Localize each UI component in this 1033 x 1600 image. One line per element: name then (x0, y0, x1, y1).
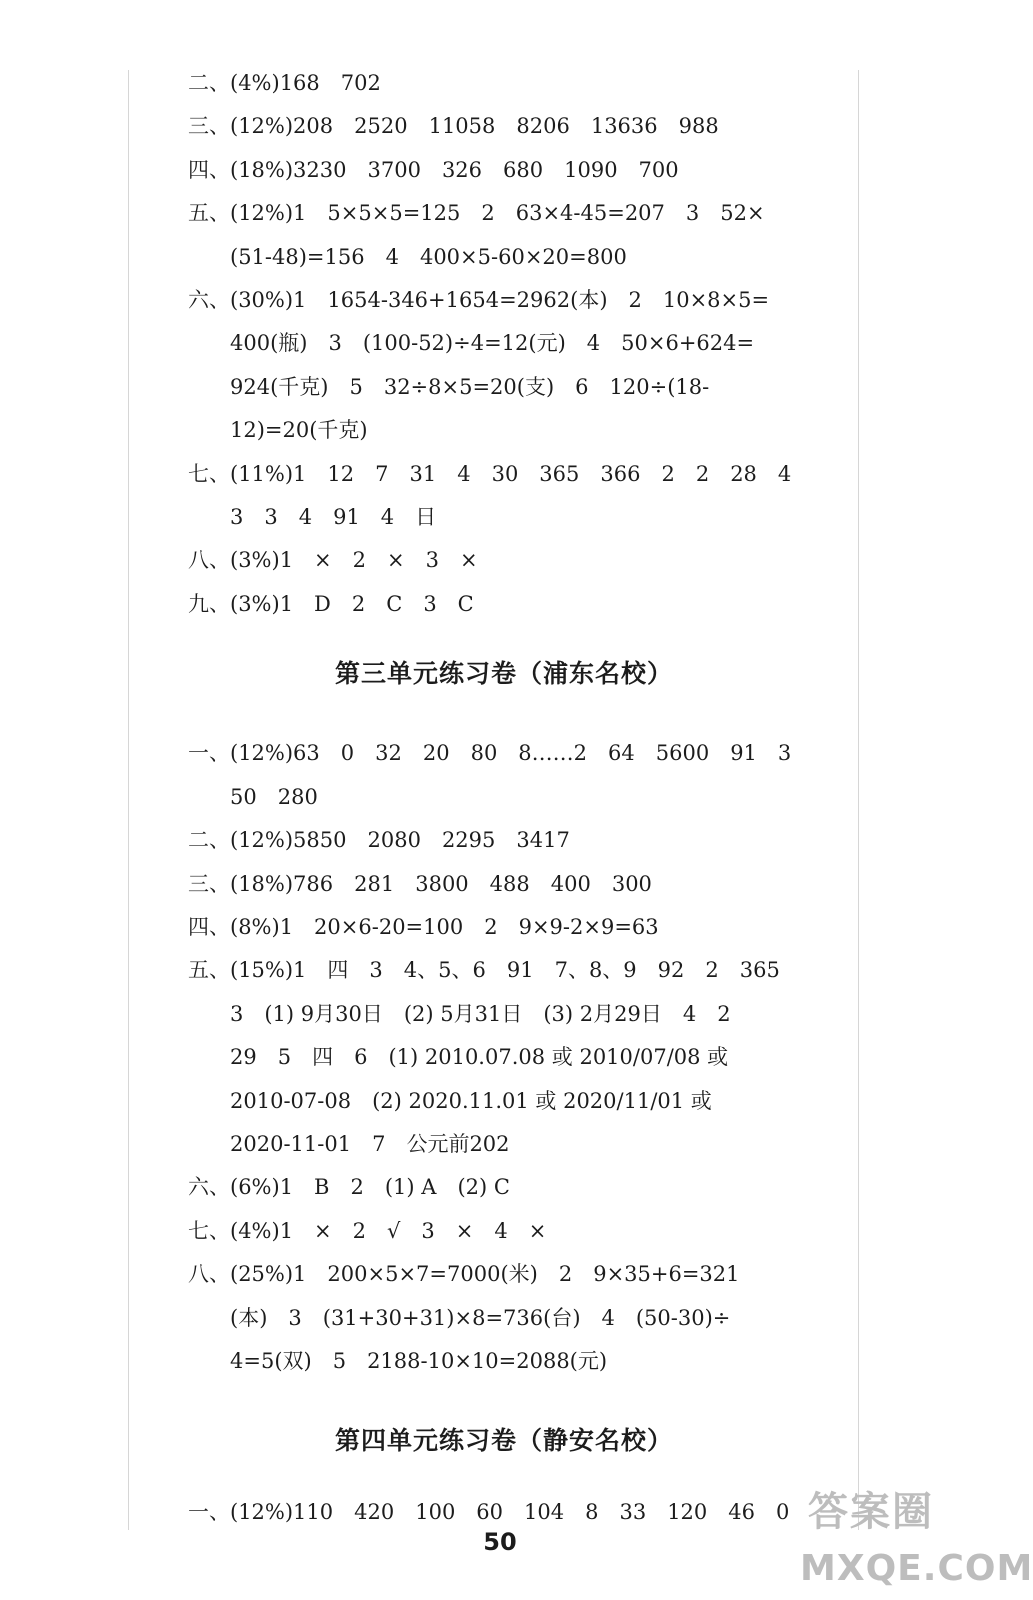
answer-line: 一、(12%)63 0 32 20 80 8……2 64 5600 91 3 (188, 741, 792, 766)
answer-line: 八、(25%)1 200×5×7=7000(米) 2 9×35+6=321 (188, 1262, 740, 1287)
left-margin-rule (128, 70, 129, 1530)
answer-line: 五、(15%)1 四 3 4、5、6 91 7、8、9 92 2 365 (188, 958, 780, 983)
answer-line: 三、(18%)786 281 3800 488 400 300 (188, 871, 652, 896)
answer-line: 七、(4%)1 × 2 √ 3 × 4 × (188, 1218, 547, 1243)
answer-line: 3 (1) 9月30日 (2) 5月31日 (3) 2月29日 4 2 (230, 1001, 731, 1026)
right-margin-rule (858, 70, 859, 1530)
page-number: 50 (483, 1528, 517, 1556)
unit-three-answers (188, 732, 828, 1383)
answer-line: 2010-07-08 (2) 2020.11.01 或 2020/11/01 或 (230, 1088, 712, 1113)
answer-line: 400(瓶) 3 (100-52)÷4=12(元) 4 50×6+624= (230, 331, 755, 356)
watermark-text: 答案圈 (808, 1489, 934, 1535)
answer-key-page (188, 62, 828, 1535)
unit-three-title: 第三单元练习卷（浦东名校） (334, 659, 673, 689)
answer-line: 3 3 4 91 4 日 (230, 505, 437, 530)
answer-line: 七、(11%)1 12 7 31 4 30 365 366 2 2 28 4 (188, 461, 792, 486)
answer-line: 2020-11-01 7 公元前202 (230, 1131, 510, 1156)
answer-line: 924(千克) 5 32÷8×5=20(支) 6 120÷(18- (230, 374, 710, 399)
answer-line: 二、(12%)5850 2080 2295 3417 (188, 828, 570, 853)
answer-line: (本) 3 (31+30+31)×8=736(台) 4 (50-30)÷ (230, 1305, 731, 1330)
answer-line: 五、(12%)1 5×5×5=125 2 63×4-45=207 3 52× (188, 201, 765, 226)
answer-line: 一、(12%)110 420 100 60 104 8 33 120 46 0 (188, 1500, 790, 1525)
answer-line: (51-48)=156 4 400×5-60×20=800 (230, 244, 627, 269)
answer-line: 六、(6%)1 B 2 (1) A (2) C (188, 1175, 510, 1200)
answer-line: 八、(3%)1 × 2 × 3 × (188, 548, 478, 573)
unit-two-answers-continued (188, 62, 828, 626)
answer-line: 29 5 四 6 (1) 2010.07.08 或 2010/07/08 或 (230, 1045, 729, 1070)
unit-four-title: 第四单元练习卷（静安名校） (334, 1426, 673, 1456)
answer-line: 三、(12%)208 2520 11058 8206 13636 988 (188, 114, 719, 139)
answer-line: 二、(4%)168 702 (188, 71, 381, 95)
answer-line: 四、(8%)1 20×6-20=100 2 9×9-2×9=63 (188, 914, 659, 939)
answer-line: 4=5(双) 5 2188-10×10=2088(元) (230, 1348, 608, 1373)
answer-line: 12)=20(千克) (230, 418, 368, 443)
answer-line: 50 280 (230, 784, 318, 809)
answer-line: 四、(18%)3230 3700 326 680 1090 700 (188, 157, 679, 182)
answer-line: 九、(3%)1 D 2 C 3 C (188, 591, 474, 616)
watermark-logo (800, 1478, 1033, 1598)
answer-line: 六、(30%)1 1654-346+1654=2962(本) 2 10×8×5= (188, 288, 770, 313)
watermark-url: MXQE.COM (800, 1548, 1033, 1589)
